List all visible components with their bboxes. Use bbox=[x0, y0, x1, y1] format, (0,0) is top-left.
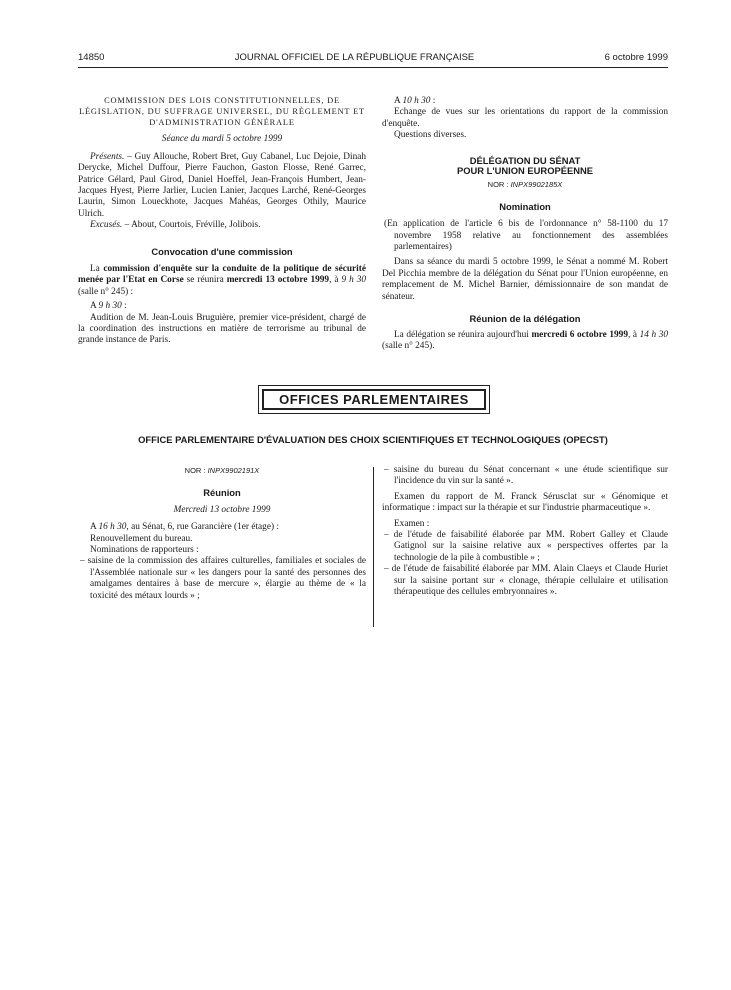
seance-date: Séance du mardi 5 octobre 1999 bbox=[161, 134, 283, 145]
delegation-nor: NOR : INPX9902185X bbox=[487, 180, 563, 190]
office-bullet-1: – saisine de la commission des affaires culturelles, familiales et sociales de l'Assemblée nationale sur « les dangers pour la santé des personnes des amalgames dentaires à base de mercure », élargie au thème de « la toxicité des métaux lourds » ; bbox=[80, 556, 366, 601]
right-column-top bbox=[382, 96, 668, 352]
office-bullet-3: – de l'étude de faisabilité élaborée par MM. Robert Galley et Claude Gatignol sur la saisine relative aux « perspectives offertes par la technologie de la pile à combustible » ; bbox=[384, 530, 668, 563]
issue-date: 6 octobre 1999 bbox=[604, 52, 668, 63]
offices-banner-title: OFFICES PARLEMENTAIRES bbox=[262, 389, 486, 410]
convocation-paragraph: La commission d'enquête sur la conduite de la politique de sécurité menée par l'Etat en Corse se réunira mercredi 13 octobre 1999, à 9 h 30 (salle n° 245) : bbox=[78, 264, 367, 297]
office-examen-rapport: Examen du rapport de M. Franck Sérusclat sur « Génomique et informatique : impact sur la thérapie et sur l'industrie pharmaceutique ». bbox=[382, 491, 668, 514]
offices-banner bbox=[258, 385, 490, 414]
reunion-delegation-heading: Réunion de la délégation bbox=[469, 313, 581, 325]
office-examen-label: Examen : bbox=[394, 518, 430, 529]
office-title: OFFICE PARLEMENTAIRE D'ÉVALUATION DES CHOIX SCIENTIFIQUES ET TECHNOLOGIQUES (OPECST) bbox=[138, 434, 608, 445]
column-separator bbox=[373, 467, 374, 627]
page-header bbox=[78, 52, 668, 63]
time-line-2: A 10 h 30 : bbox=[394, 96, 436, 106]
nomination-paragraph: Dans sa séance du mardi 5 octobre 1999, le Sénat a nommé M. Robert Del Picchia membre de la délégation du Sénat pour l'Union européenne, en remplacement de M. Michel Barnier, démissionnaire de son mandat de sénateur. bbox=[382, 257, 668, 302]
audition-paragraph: Audition de M. Jean-Louis Bruguière, premier vice-président, chargé de la coordination des instructions en matière de terrorisme au tribunal de grande instance de Paris. bbox=[78, 312, 366, 346]
nomination-heading: Nomination bbox=[499, 200, 551, 212]
commission-title: COMMISSION DES LOIS CONSTITUTIONNELLES, DE LÉGISLATION, DU SUFFRAGE UNIVERSEL, DU RÈGLEMENT ET D'ADMINISTRATION GÉNÉRALE bbox=[79, 96, 365, 127]
delegation-heading: DÉLÉGATION DU SÉNAT POUR L'UNION EUROPÉENNE bbox=[456, 154, 594, 177]
header-rule bbox=[78, 67, 668, 68]
office-bullet-4: – de l'étude de faisabilité élaborée par MM. Alain Claeys et Claude Huriet sur la saisine portant sur « clonage, thérapie cellulaire et utilisation thérapeutique des cellules embryonnaires ». bbox=[384, 564, 668, 598]
office-nominations-label: Nominations de rapporteurs : bbox=[90, 545, 199, 556]
office-time-location: A 16 h 30, au Sénat, 6, rue Garancière (1er étage) : bbox=[90, 522, 279, 533]
convocation-heading: Convocation d'une commission bbox=[151, 245, 293, 257]
questions-paragraph: Questions diverses. bbox=[394, 130, 467, 141]
application-paragraph: (En application de l'article 6 bis de l'ordonnance n° 58-1100 du 17 novembre 1958 relative au fonctionnement des assemblées parlementaires) bbox=[384, 219, 668, 253]
echange-paragraph: Echange de vues sur les orientations du rapport de la commission d'enquête. bbox=[382, 107, 668, 129]
office-renouvellement: Renouvellement du bureau. bbox=[90, 533, 193, 544]
office-reunion-heading: Réunion bbox=[203, 487, 241, 499]
reunion-delegation-paragraph: La délégation se réunira aujourd'hui mercredi 6 octobre 1999, à 14 h 30 (salle n° 245). bbox=[382, 329, 668, 351]
right-column-bottom bbox=[382, 465, 668, 598]
journal-title: JOURNAL OFFICIEL DE LA RÉPUBLIQUE FRANÇAISE bbox=[234, 52, 475, 63]
presents-paragraph: Présents. – Guy Allouche, Robert Bret, Guy Cabanel, Luc Dejoie, Dinah Derycke, Michel Duffour, Pierre Fauchon, Gaston Flosse, René Garrec, Patrice Gélard, Paul Girod, Daniel Hoeffel, Jean-François Humbert, Jean-Jacques Hyest, Pierre Jarlier, Lucien Lanier, Jacques Larché, René-Georges Laurin, Simon Loueckhote, Jacques Mahéas, Georges Othily, Maurice Ulrich. bbox=[78, 151, 366, 219]
office-nor: NOR : INPX9902191X bbox=[184, 466, 260, 475]
office-bullet-2: – saisine du bureau du Sénat concernant « une étude scientifique sur l'incidence du vin sur la santé ». bbox=[384, 465, 668, 487]
left-column-bottom bbox=[78, 465, 366, 602]
left-column-top bbox=[78, 96, 366, 347]
page-number: 14850 bbox=[78, 52, 105, 63]
time-line-1: A 9 h 30 : bbox=[90, 301, 127, 312]
excuses-paragraph: Excusés. – About, Courtois, Fréville, Jolibois. bbox=[90, 220, 261, 231]
office-date-line: Mercredi 13 octobre 1999 bbox=[173, 504, 271, 515]
